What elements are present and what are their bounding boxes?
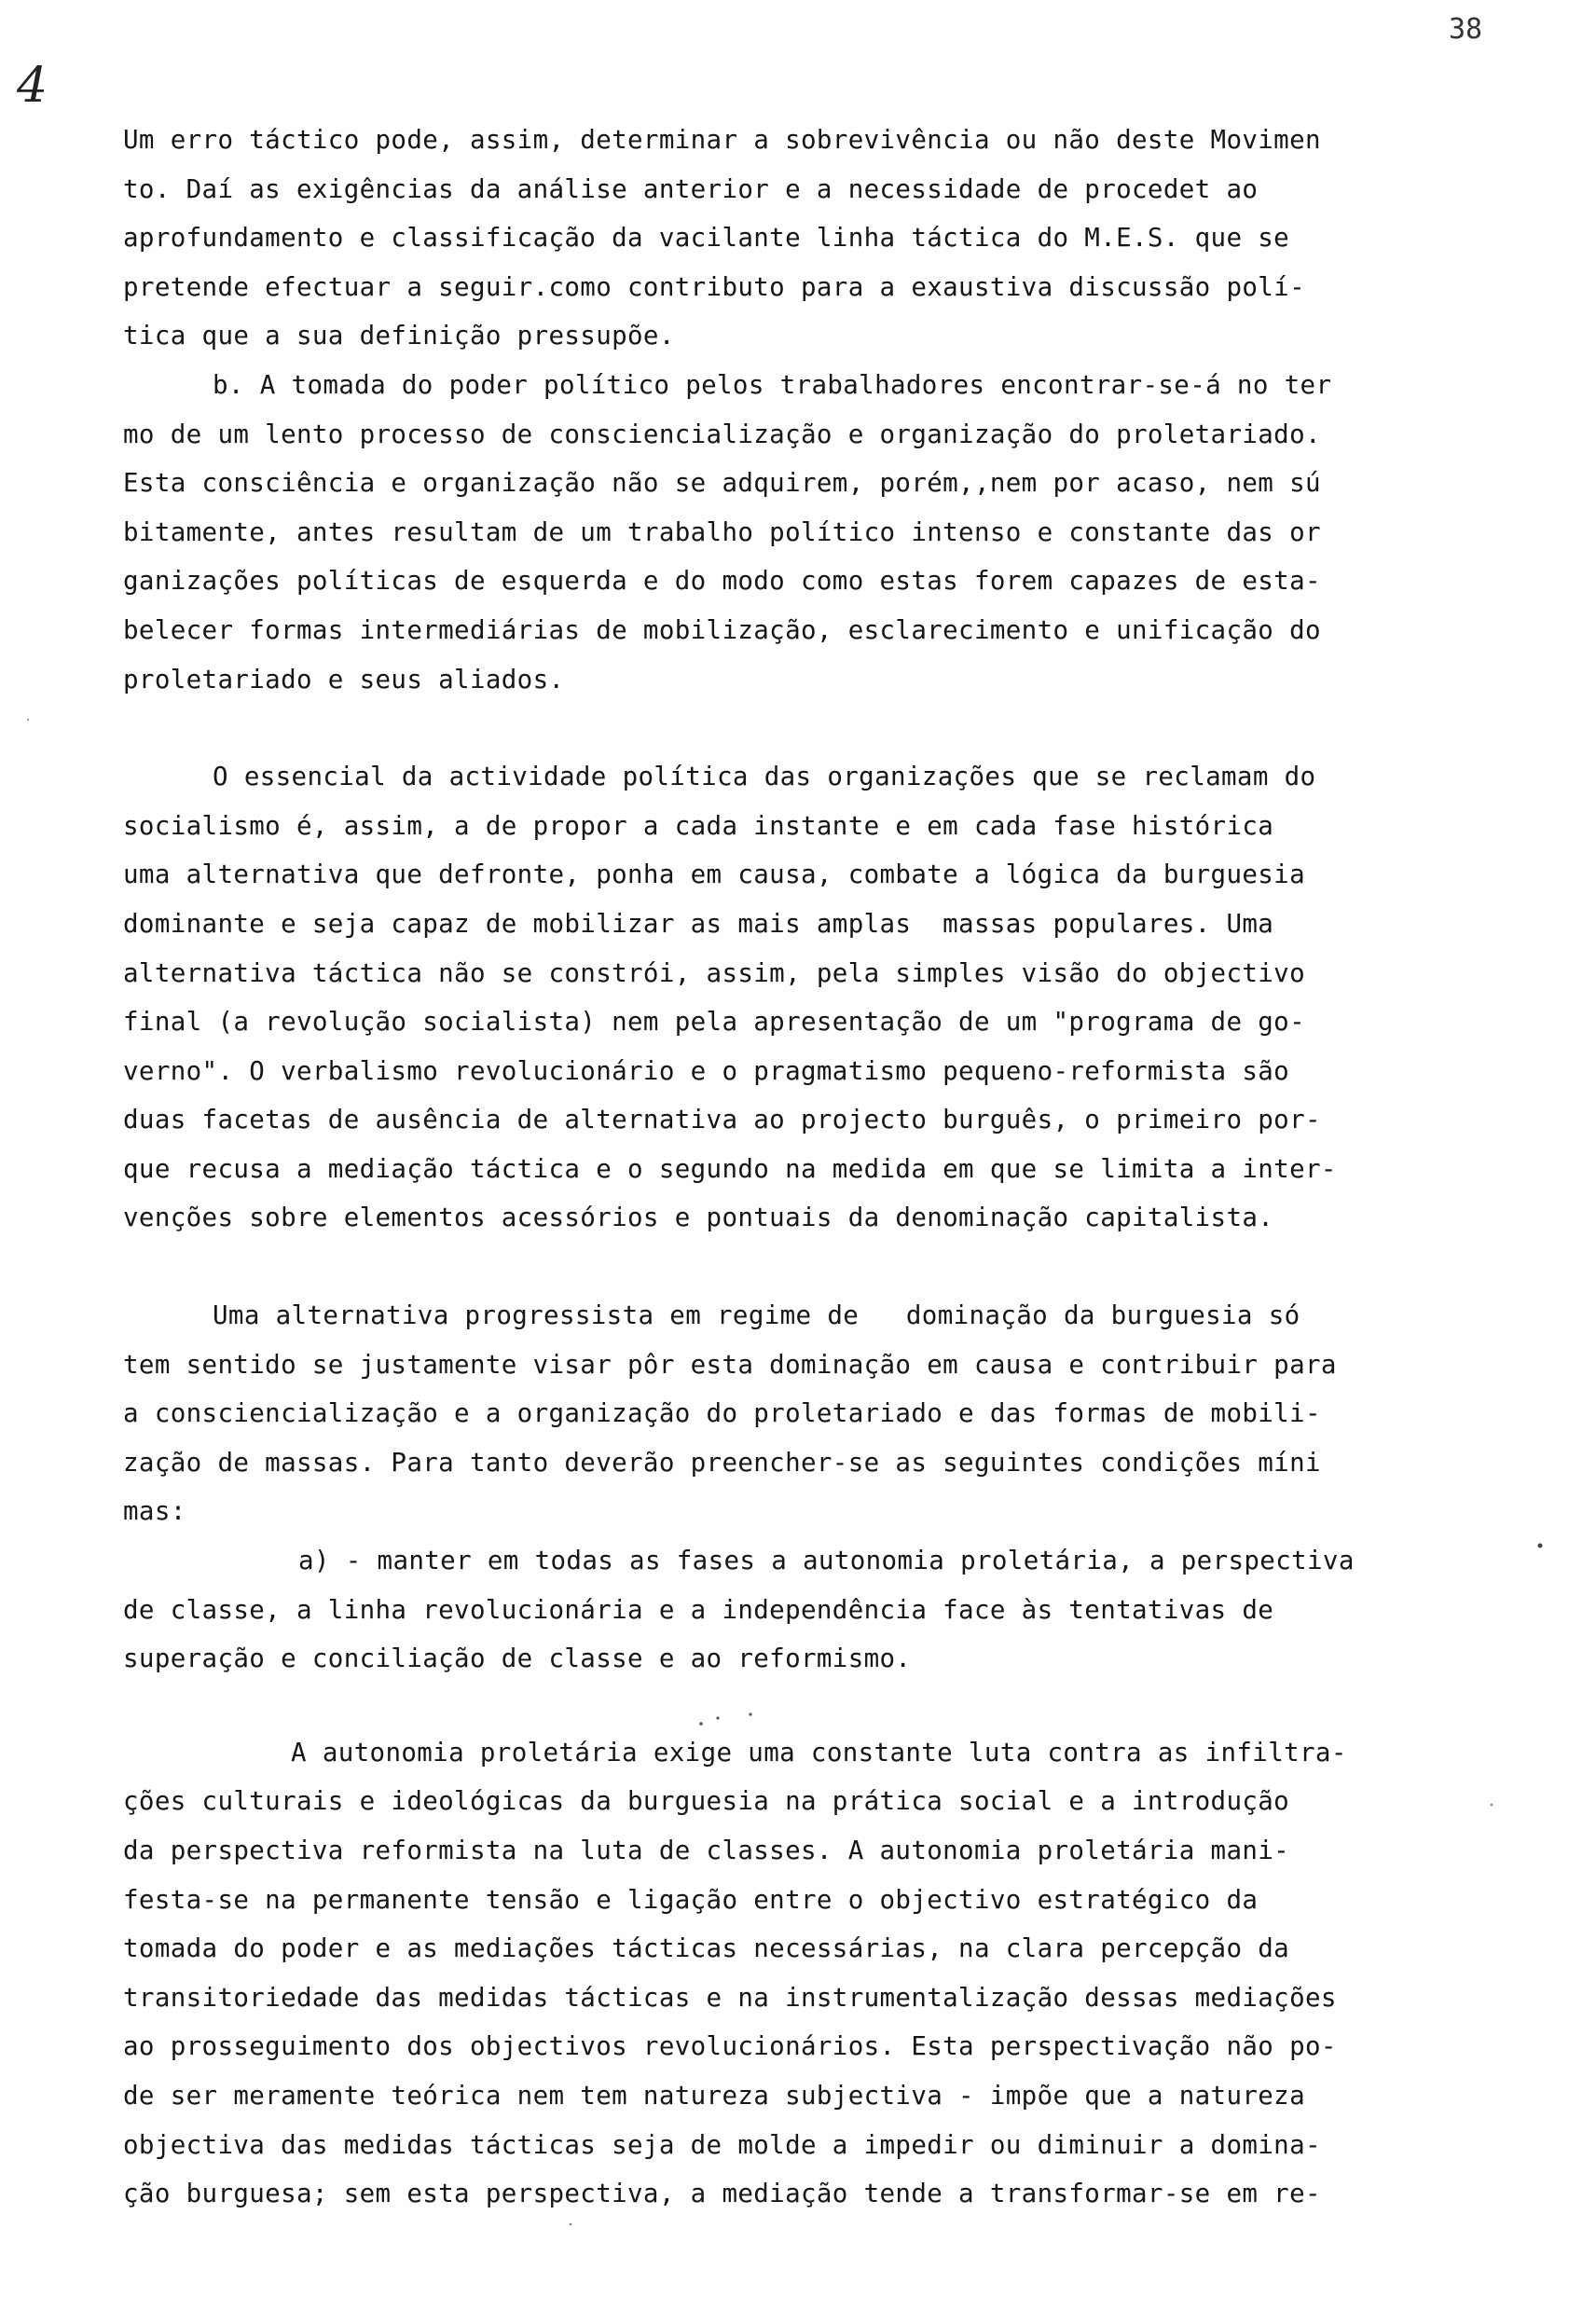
text-line: tem sentido se justamente visar pôr esta dominação em causa e contribuir para [123,1349,1337,1380]
text-line: de classe, a linha revolucionária e a independência face às tentativas de [123,1594,1274,1625]
page-number: 38 [1449,13,1483,46]
text-line: a consciencialização e a organização do proletariado e das formas de mobili- [123,1398,1321,1429]
text-line: Um erro táctico pode, assim, determinar a sobrevivência ou não deste Movimen [123,125,1321,155]
text-line: to. Daí as exigências da análise anterior e a necessidade de procedet ao [123,173,1259,204]
text-line: uma alternativa que defronte, ponha em causa, combate a lógica da burguesia [123,860,1305,890]
paragraph-gap [123,1243,1521,1291]
text-line: venções sobre elementos acessórios e pontuais da denominação capitalista. [123,1203,1274,1233]
handwritten-page-mark: 4 [17,58,48,114]
text-line: da perspectiva reformista na luta de classes. A autonomia proletária mani- [123,1836,1290,1865]
text-line: bitamente, antes resultam de um trabalho político intenso e constante das or [123,516,1321,547]
scan-speck [27,719,29,721]
text-line: belecer formas intermediárias de mobilização, esclarecimento e unificação do [123,614,1321,645]
typewritten-body [123,116,1521,2219]
text-line: A autonomia proletária exige uma constante luta contra as infiltra- [291,1737,1347,1767]
text-line: ções culturais e ideológicas da burguesia na prática social e a introdução [123,1786,1290,1817]
scan-speck [570,2223,572,2226]
text-line: festa-se na permanente tensão e ligação entre o objectivo estratégico da [123,1884,1259,1915]
text-line: ganizações políticas de esquerda e do modo como estas forem capazes de esta- [123,566,1321,597]
text-line: socialismo é, assim, a de propor a cada instante e em cada fase histórica [123,810,1274,841]
text-line: superação e conciliação de classe e ao reformismo. [123,1644,912,1674]
paragraph-gap [123,1684,1521,1728]
text-line: b. A tomada do poder político pelos trabalhadores encontrar-se-á no ter [213,369,1332,400]
text-line: tica que a sua definição pressupõe. [123,321,675,351]
text-line: Uma alternativa progressista em regime de dominação da burguesia só [213,1300,1300,1331]
text-line: proletariado e seus aliados. [123,664,565,695]
text-line: zação de massas. Para tanto deverão preencher-se as seguintes condições míni [123,1447,1321,1478]
paragraph-essential-activity [123,752,1521,1243]
text-line: duas facetas de ausência de alternativa ao projecto burguês, o primeiro por- [123,1105,1321,1135]
text-line: Esta consciência e organização não se adquirem, porém,,nem por acaso, nem sú [123,468,1321,499]
text-line: final (a revolução socialista) nem pela apresentação de um "programa de go- [123,1007,1305,1038]
text-line: de ser meramente teórica nem tem natureza subjectiva - impõe que a natureza [123,2080,1305,2111]
text-line: objectiva das medidas tácticas seja de molde a impedir ou diminuir a domina- [123,2129,1321,2160]
text-line: alternativa táctica não se constrói, assim, pela simples visão do objectivo [123,957,1305,988]
text-line: transitoriedade das medidas tácticas e na instrumentalização dessas mediações [123,1982,1337,2013]
text-line: O essencial da actividade política das organizações que se reclamam do [213,762,1316,792]
text-line: que recusa a mediação táctica e o segundo na medida em que se limita a inter- [123,1153,1337,1184]
text-line: ao prosseguimento dos objectivos revolucionários. Esta perspectivação não po- [123,2031,1337,2062]
paragraph-condition-a [123,1536,1521,1684]
paragraph-gap [123,704,1521,752]
text-line: tomada do poder e as mediações tácticas necessárias, na clara percepção da [123,1933,1290,1964]
text-line: aprofundamento e classificação da vacilante linha táctica do M.E.S. que se [123,223,1290,254]
text-line: pretende efectuar a seguir.como contributo para a exaustiva discussão polí- [123,271,1305,302]
text-line: mo de um lento processo de consciencialização e organização do proletariado. [123,419,1321,449]
paragraph-progressive-alternative [123,1291,1521,1536]
text-line: verno". O verbalismo revolucionário e o pragmatismo pequeno-reformista são [123,1055,1290,1086]
text-line: dominante e seja capaz de mobilizar as mais amplas massas populares. Uma [123,908,1274,939]
paragraph-proletarian-autonomy [123,1728,1521,2219]
paragraph-item-b [123,361,1521,704]
paragraph-tactical-error [123,116,1521,361]
text-line: ção burguesa; sem esta perspectiva, a mediação tende a transformar-se em re- [123,2179,1321,2209]
text-line: a) - manter em todas as fases a autonomia proletária, a perspectiva [298,1546,1355,1576]
scan-speck [1538,1544,1543,1548]
text-line: mas: [123,1496,186,1527]
